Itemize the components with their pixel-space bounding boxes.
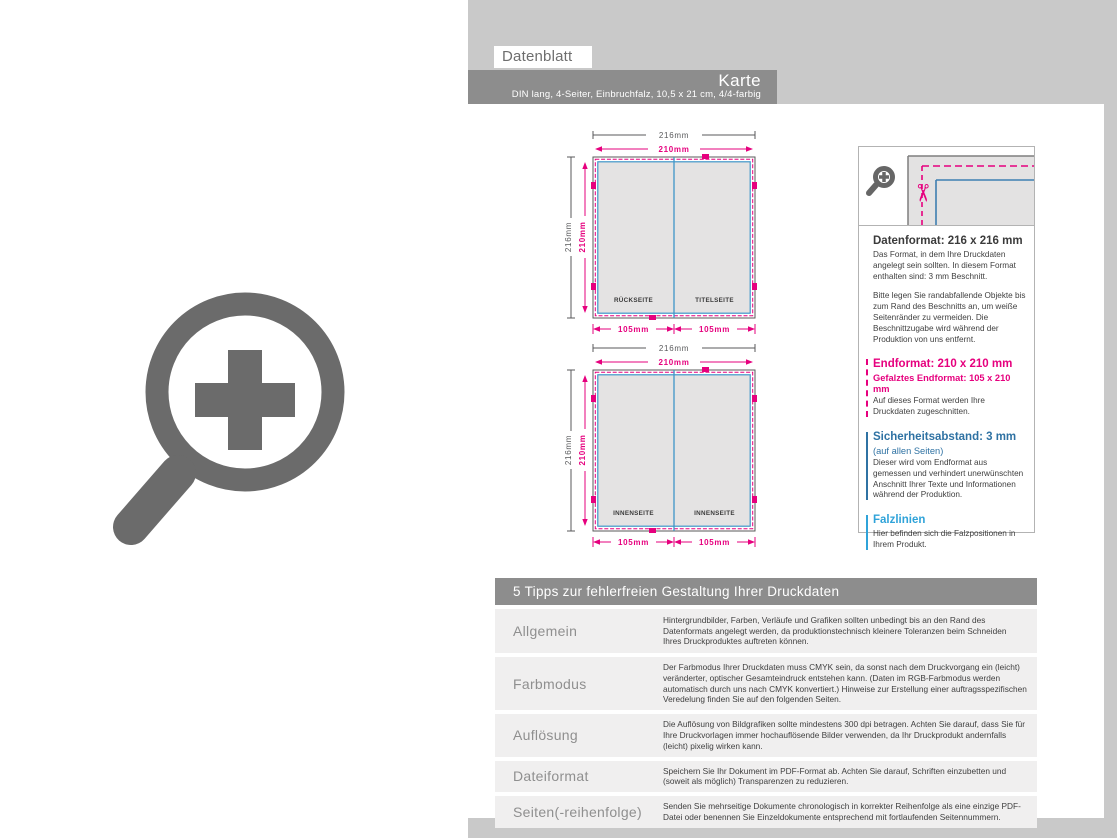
trim-line-marker: [866, 359, 868, 417]
fold-diagram-outside: [558, 126, 788, 338]
tab-datenblatt[interactable]: Datenblatt: [494, 46, 592, 68]
row-label: Dateiformat: [513, 768, 589, 785]
section-subheading: Gefalztes Endformat: 105 x 210 mm: [873, 373, 1011, 395]
page-title: Karte: [718, 71, 761, 90]
panel-label-inner-left: INNENSEITE: [613, 510, 654, 517]
bleed-detail-image: [859, 147, 1034, 226]
panel-label-inner-right: INNENSEITE: [694, 510, 735, 517]
plus-vertical: [228, 350, 262, 450]
section-endformat: [873, 358, 1026, 418]
section-text: Auf dieses Format werden Ihre Druckdaten zugeschnitten.: [873, 396, 985, 417]
dim-label: 216mm: [564, 434, 573, 466]
row-text: Hintergrundbilder, Farben, Verläufe und Grafiken sollten unbedingt bis an den Rand des Datenformats angelegt werden, da produktionstechnisch kleinere Toleranzen beim Schneiden Ihres Druckproduktes auftreten können.: [663, 614, 1007, 647]
dim-label: 216mm: [658, 131, 690, 140]
dim-label: 105mm: [617, 538, 650, 547]
section-heading: Endformat: 210 x 210 mm: [873, 358, 1013, 371]
row-text: Der Farbmodus Ihrer Druckdaten muss CMYK sein, da sonst nach dem Druckvorgang ein (leicht) veränderter, optischer Gesamteindruck entstehen kann. (Daten im RGB-Farbmodus werden automatisch durch uns nach CMYK konvertiert.) Hinweise zur Erstellung einer auftragsspezifischen Veredelung finden Sie auf den folgenden Seiten.: [663, 662, 1027, 705]
dim-label: 216mm: [564, 221, 573, 253]
panel-label-back: RÜCKSEITE: [613, 297, 654, 304]
dim-label: 105mm: [617, 325, 650, 334]
section-subheading: (auf allen Seiten): [873, 445, 944, 456]
panel-label-title: TITELSEITE: [695, 297, 734, 304]
tips-table: [495, 578, 1037, 832]
row-text: Die Auflösung von Bildgrafiken sollte mindestens 300 dpi betragen. Achten Sie darauf, dass Sie für Ihre Druckvorlagen immer hochauflösende Bilder verwenden, da Ihr Druckprodukt andernfalls (leicht) pixelig wirken kann.: [663, 719, 1026, 751]
safety-line-marker: [866, 432, 868, 500]
section-text: Hier befinden sich die Falzpositionen in Ihrem Produkt.: [873, 529, 1016, 549]
section-datenformat: [873, 235, 1026, 345]
dim-label: 210mm: [578, 434, 587, 466]
magnifier-handle: [131, 473, 178, 527]
section-text: Das Format, in dem Ihre Druckdaten angelegt sein sollten. In diesem Format enthalten sind: 3 mm Beschnitt.: [873, 250, 1016, 281]
row-label: Auflösung: [513, 727, 578, 744]
product-header: [468, 70, 777, 104]
zoom-plus-icon-small[interactable]: [869, 169, 893, 194]
table-row: [495, 609, 1037, 653]
bleed-corner-graphic: [859, 147, 1034, 225]
scissors-icon: ✂: [908, 182, 936, 204]
row-label: Allgemein: [513, 623, 578, 639]
dim-label: 210mm: [578, 221, 587, 253]
row-text: Senden Sie mehrseitige Dokumente chronologisch in korrekter Reihenfolge als eine einzige PDF-Datei oder benennen Sie Einzeldokumente entsprechend mit fortlaufenden Seitennummern.: [663, 801, 1021, 822]
dim-label: 216mm: [658, 344, 690, 353]
table-row: [495, 796, 1037, 828]
table-row: [495, 657, 1037, 710]
dim-label: 105mm: [698, 538, 731, 547]
fold-diagram-inside: [558, 339, 788, 551]
dim-label: 105mm: [698, 325, 731, 334]
section-falzlinien: [873, 514, 1026, 551]
table-row: [495, 761, 1037, 793]
section-sicherheitsabstand: [873, 431, 1026, 501]
section-heading: Datenformat: 216 x 216 mm: [873, 235, 1023, 247]
dim-label: 210mm: [658, 145, 690, 154]
section-text: Bitte legen Sie randabfallende Objekte bis zum Rand des Beschnitts an, um weiße Seitenränder zu vermeiden. Die Beschnittzugabe wird während der Produktion von uns entfernt.: [873, 291, 1026, 344]
row-text: Speichern Sie Ihr Dokument im PDF-Format ab. Achten Sie darauf, Schriften einzubetten und (soweit als möglich) Transparenzen zu reduzieren.: [663, 765, 1007, 787]
format-info-box: [858, 146, 1035, 549]
row-label: Seiten(-reihenfolge): [513, 803, 642, 820]
section-text: Dieser wird vom Endformat aus gemessen und verhindert unerwünschten Anschnitt Ihrer Texte und Informationen während der Produktion.: [873, 457, 1024, 500]
section-heading: Sicherheitsabstand: 3 mm: [873, 430, 1017, 443]
table-row: [495, 714, 1037, 756]
fold-line-marker: [866, 515, 868, 550]
page-subtitle: DIN lang, 4-Seiter, Einbruchfalz, 10,5 x 21 cm, 4/4-farbig: [511, 89, 761, 100]
zoom-plus-icon[interactable]: [95, 270, 375, 570]
section-heading: Falzlinien: [873, 514, 926, 527]
tips-header: 5 Tipps zur fehlerfreien Gestaltung Ihrer Druckdaten: [495, 578, 1037, 605]
row-label: Farbmodus: [513, 675, 587, 692]
dim-label: 210mm: [658, 358, 690, 367]
